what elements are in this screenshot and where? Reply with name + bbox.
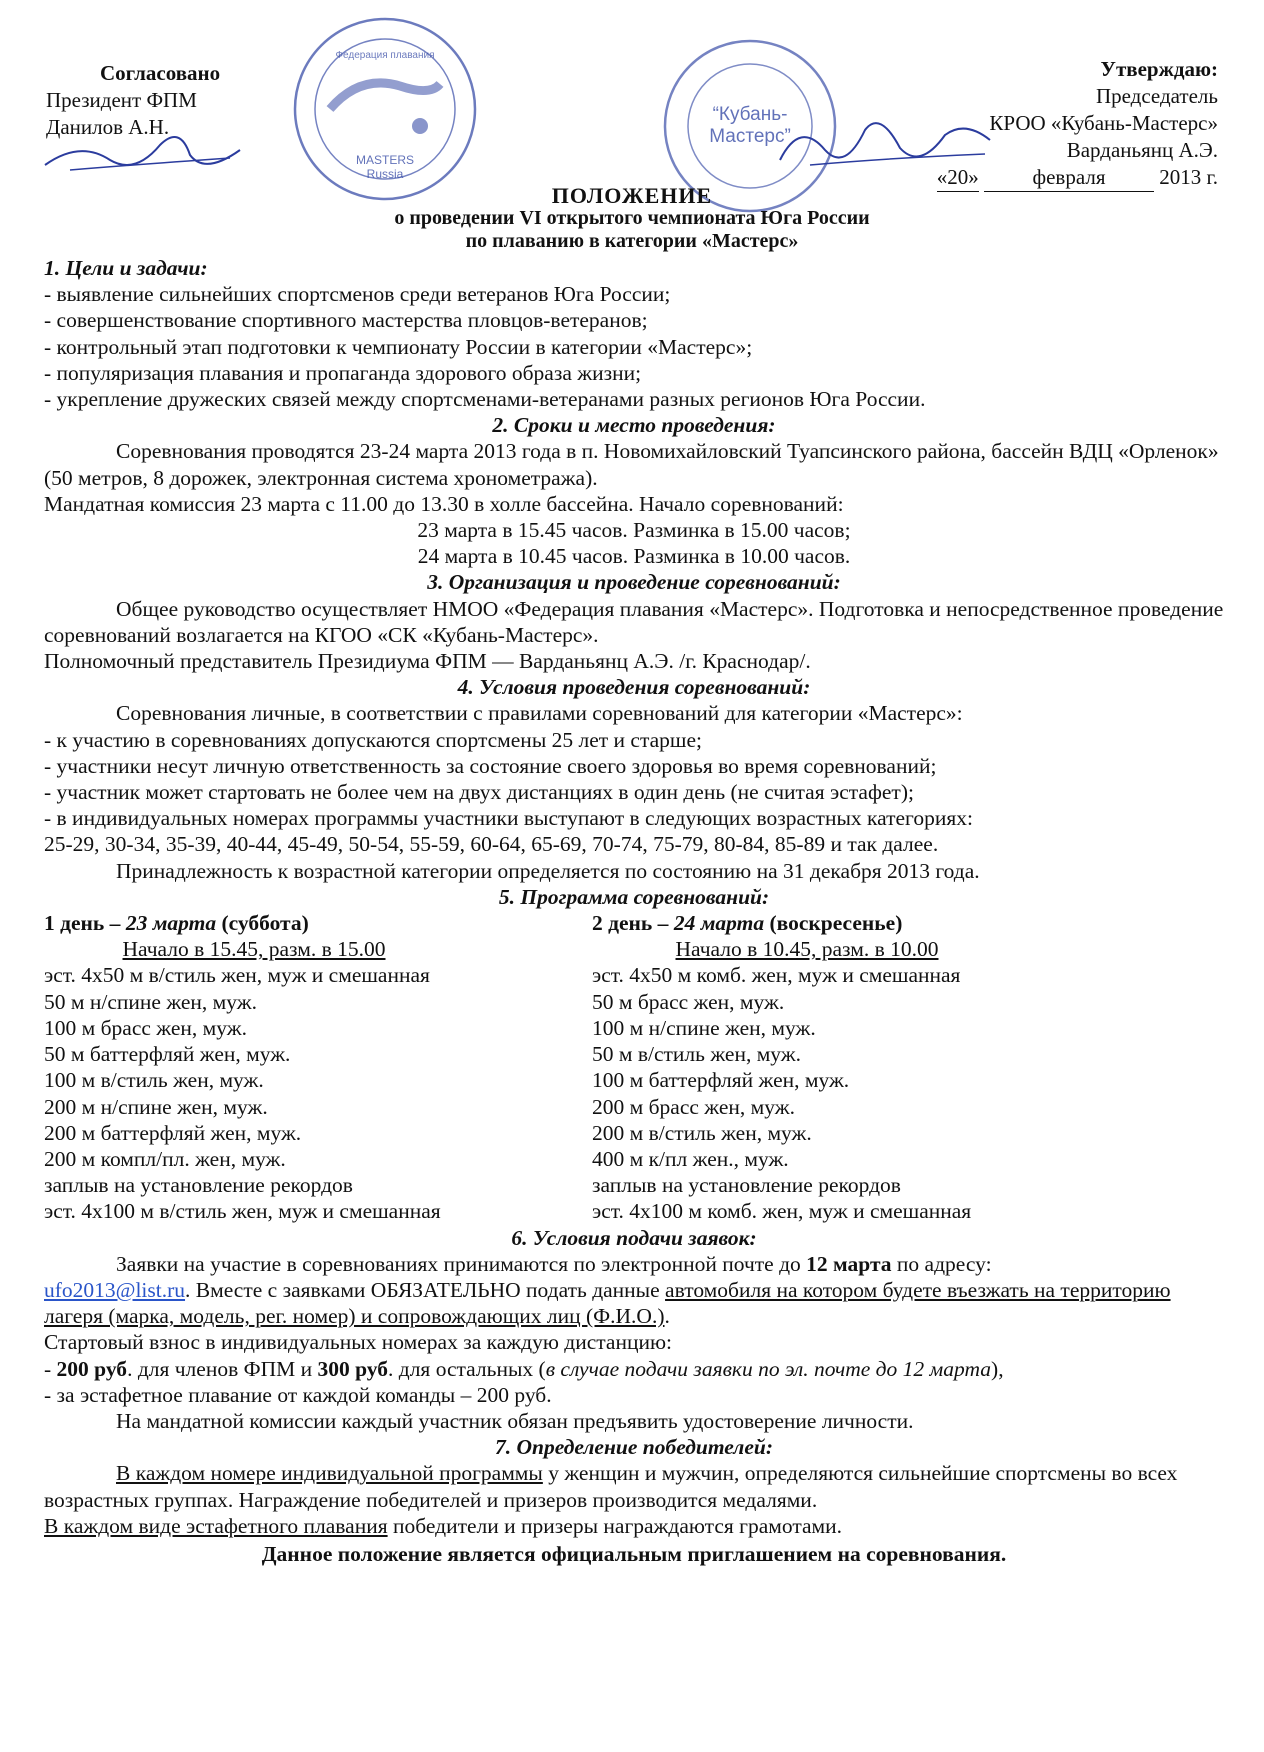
- email-link[interactable]: ufo2013@list.ru: [44, 1277, 186, 1302]
- schedule-day1: 23 марта в 15.45 часов. Разминка в 15.00 часов;: [417, 518, 851, 543]
- winners-paragraph: В каждом номере индивидуальной программы у женщин и мужчин, определяются сильнейшие спортсмены во всех возрастных группах. Награждение победителей и призеров производится медалями.: [44, 1461, 1178, 1512]
- organization-name: КРОО «Кубань-Мастерс»: [989, 111, 1218, 135]
- event-item: 100 м брасс жен, муж.: [44, 1015, 247, 1040]
- section-7-heading: 7. Определение победителей:: [494, 1435, 773, 1460]
- agreed-title: Согласовано: [100, 61, 221, 85]
- program-columns: [44, 910, 1224, 1224]
- approval-block-right: [937, 56, 1218, 192]
- svg-text:MASTERS: MASTERS: [355, 153, 415, 167]
- day2-start-time: Начало в 10.45, разм. в 10.00: [675, 937, 939, 962]
- event-item: 200 м брасс жен, муж.: [592, 1094, 795, 1119]
- condition-item: - участники несут личную ответственность за состояние своего здоровья во время соревнований;: [44, 753, 937, 778]
- event-item: 400 м к/пл жен., муж.: [592, 1146, 789, 1171]
- section-2-heading: 2. Сроки и место проведения:: [492, 413, 776, 438]
- event-item: эст. 4х100 м комб. жен, муж и смешанная: [592, 1199, 972, 1224]
- event-item: эст. 4х50 м комб. жен, муж и смешанная: [592, 963, 961, 988]
- condition-item: - к участию в соревнованиях допускаются спортсмены 25 лет и старше;: [44, 727, 702, 752]
- event-item: эст. 4х100 м в/стиль жен, муж и смешанная: [44, 1199, 441, 1224]
- day1-start-time: Начало в 15.45, разм. в 15.00: [122, 937, 386, 962]
- venue-paragraph: Соревнования проводятся 23-24 марта 2013 года в п. Новомихайловский Туапсинского района, бассейн ВДЦ «Орленок» (50 метров, 8 дорожек, электронная система хронометража).: [44, 439, 1219, 490]
- section-6-heading: 6. Условия подачи заявок:: [511, 1225, 757, 1250]
- title-line3: по плаванию в категории «Мастерс»: [465, 230, 799, 252]
- event-item: эст. 4х50 м в/стиль жен, муж и смешанная: [44, 963, 430, 988]
- event-item: 50 м в/стиль жен, муж.: [592, 1042, 802, 1067]
- title-main: ПОЛОЖЕНИЕ: [551, 183, 713, 208]
- svg-text:Федерация плавания: Федерация плавания: [335, 50, 435, 61]
- section-5-heading: 5. Программа соревнований:: [498, 884, 770, 909]
- entry-fee-intro: Стартовый взнос в индивидуальных номерах за каждую дистанцию:: [44, 1330, 673, 1355]
- approval-block-left: [46, 60, 220, 141]
- event-item: 100 м баттерфляй жен, муж.: [592, 1068, 850, 1093]
- title-line2: о проведении VI открытого чемпионата Юга России: [394, 207, 870, 229]
- event-item: 50 м баттерфляй жен, муж.: [44, 1042, 291, 1067]
- entry-fee-individual: - 200 руб. для членов ФПМ и 300 руб. для остальных (в случае подачи заявки по эл. почте до 12 марта),: [44, 1356, 1004, 1381]
- chairman-name: Варданьянц А.Э.: [1066, 138, 1218, 162]
- section-3-heading: 3. Организация и проведение соревнований:: [427, 570, 841, 595]
- representative-paragraph: Полномочный представитель Президиума ФПМ — Варданьянц А.Э. /г. Краснодар/.: [44, 649, 811, 674]
- goal-item: - контрольный этап подготовки к чемпионату России в категории «Мастерс»;: [44, 334, 753, 359]
- conditions-intro: Соревнования личные, в соответствии с правилами соревнований для категории «Мастерс»:: [116, 701, 963, 726]
- svg-text:“Кубань-: “Кубань-: [712, 104, 788, 125]
- president-position: Президент ФПМ: [46, 88, 197, 112]
- condition-item: - участник может стартовать не более чем на двух дистанциях в один день (не считая эстафет);: [44, 780, 914, 805]
- date-day: «20»: [937, 164, 979, 192]
- event-item: 200 м в/стиль жен, муж.: [592, 1120, 812, 1145]
- event-item: 200 м компл/пл. жен, муж.: [44, 1146, 286, 1171]
- date-month: февраля: [984, 164, 1154, 192]
- goal-item: - совершенствование спортивного мастерства пловцов-ветеранов;: [44, 308, 648, 333]
- president-name: Данилов А.Н.: [46, 115, 170, 139]
- event-item: 50 м брасс жен, муж.: [592, 989, 785, 1014]
- age-category-note: Принадлежность к возрастной категории определяется по состоянию на 31 декабря 2013 года.: [116, 858, 980, 883]
- section-1-heading: 1. Цели и задачи:: [44, 256, 208, 280]
- condition-item: - в индивидуальных номерах программы участники выступают в следующих возрастных категориях:: [44, 806, 973, 831]
- official-invitation-note: Данное положение является официальным приглашением на соревнования.: [261, 1541, 1007, 1566]
- age-groups: 25-29, 30-34, 35-39, 40-44, 45-49, 50-54, 55-59, 60-64, 65-69, 70-74, 75-79, 80-84, 85-89 и так далее.: [44, 832, 939, 857]
- section-4-heading: 4. Условия проведения соревнований:: [457, 675, 811, 700]
- application-details: ufo2013@list.ru. Вместе с заявками ОБЯЗАТЕЛЬНО подать данные автомобиля на котором будете въезжать на территорию лагеря (марка, модель, рег. номер) и сопровождающих лиц (Ф.И.О.).: [44, 1277, 1171, 1329]
- event-item: заплыв на установление рекордов: [44, 1173, 353, 1198]
- event-item: 200 м баттерфляй жен, муж.: [44, 1120, 302, 1145]
- goal-item: - выявление сильнейших спортсменов среди ветеранов Юга России;: [44, 282, 671, 307]
- entry-fee-relay: - за эстафетное плавание от каждой команды – 200 руб.: [44, 1382, 552, 1407]
- program-day1: [44, 910, 592, 1224]
- day1-heading: 1 день – 23 марта (суббота): [44, 911, 309, 936]
- mandate-commission-paragraph: Мандатная комиссия 23 марта с 11.00 до 13.30 в холле бассейна. Начало соревнований:: [44, 491, 844, 516]
- svg-text:Мастерс”: Мастерс”: [709, 126, 791, 147]
- date-year: 2013 г.: [1159, 165, 1218, 189]
- chairman-position: Председатель: [1095, 84, 1218, 108]
- event-item: 200 м н/спине жен, муж.: [44, 1094, 268, 1119]
- document-title: [0, 184, 1264, 253]
- day2-heading: 2 день – 24 марта (воскресенье): [592, 911, 903, 936]
- program-day2: [592, 910, 1192, 1224]
- relay-awards-paragraph: В каждом виде эстафетного плавания победители и призеры награждаются грамотами.: [44, 1513, 843, 1538]
- federation-stamp: [290, 14, 480, 204]
- application-paragraph: Заявки на участие в соревнованиях принимаются по электронной почте до 12 марта по адресу:: [116, 1251, 992, 1276]
- goal-item: - популяризация плавания и пропаганда здорового образа жизни;: [44, 360, 642, 385]
- event-item: 100 м н/спине жен, муж.: [592, 1015, 816, 1040]
- approve-title: Утверждаю:: [1100, 57, 1218, 81]
- identity-note: На мандатной комиссии каждый участник обязан предъявить удостоверение личности.: [116, 1408, 914, 1433]
- event-item: 50 м н/спине жен, муж.: [44, 989, 257, 1014]
- goal-item: - укрепление дружеских связей между спортсменами-ветеранами разных регионов Юга России.: [44, 387, 926, 412]
- organization-paragraph: Общее руководство осуществляет НМОО «Федерация плавания «Мастерс». Подготовка и непосредственное проведение соревнований возлагается на КГОО «СК «Кубань-Мастерс».: [44, 596, 1224, 647]
- schedule-day2: 24 марта в 10.45 часов. Разминка в 10.00 часов.: [417, 544, 851, 569]
- document-body: [44, 255, 1224, 1567]
- event-item: 100 м в/стиль жен, муж.: [44, 1068, 264, 1093]
- event-item: заплыв на установление рекордов: [592, 1173, 901, 1198]
- svg-text:Russia: Russia: [366, 167, 404, 181]
